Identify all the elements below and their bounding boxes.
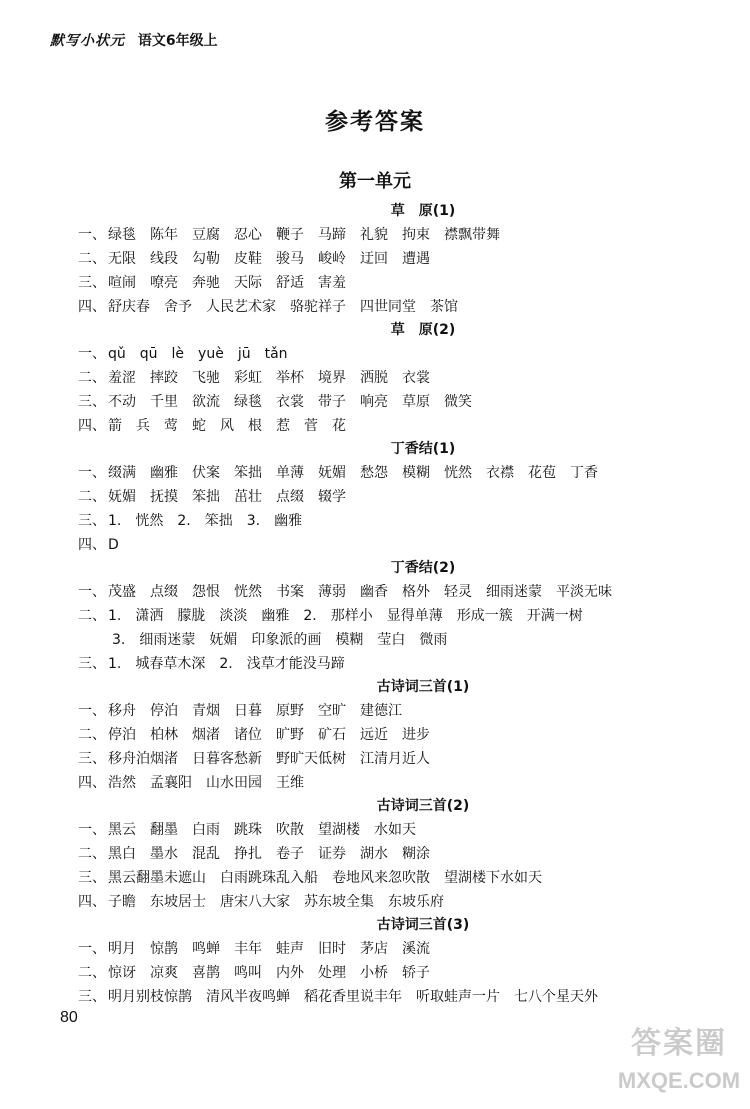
answer-line	[78, 747, 718, 771]
question-number: 二、	[78, 846, 106, 862]
answer-item: 那样小	[330, 608, 373, 624]
answer-line	[78, 818, 718, 842]
page-number: 80	[60, 1009, 78, 1026]
answer-item: 鞭子	[276, 227, 304, 243]
answer-item: 绿毯	[108, 227, 136, 243]
unit-title: 第一单元	[339, 171, 411, 192]
answer-line	[78, 533, 718, 557]
answer-line	[78, 580, 718, 604]
answer-line	[78, 295, 718, 319]
answer-line	[78, 890, 718, 914]
answer-line	[78, 771, 718, 795]
answer-item: 线段	[150, 251, 178, 267]
question-number: 一、	[78, 941, 106, 957]
answer-item: 绿毯	[234, 394, 262, 410]
answer-item: 菅	[304, 418, 318, 434]
answer-item: 幽雅	[274, 513, 303, 529]
answer-item: 蛙声	[276, 941, 304, 957]
answer-line	[78, 866, 718, 890]
answer-item: 建德江	[360, 703, 402, 719]
answer-item: 妩媚	[108, 489, 136, 505]
answer-item: 笨拙	[234, 465, 262, 481]
answer-item: 箭	[108, 418, 122, 434]
answer-item: 吹散	[276, 822, 304, 838]
answer-item: 恍然	[135, 513, 164, 529]
answer-item: 溪流	[402, 941, 430, 957]
question-number: 二、	[78, 727, 106, 743]
answer-item: 天际	[234, 275, 262, 291]
question-number: 一、	[78, 227, 106, 243]
answer-item: 翻墨	[150, 822, 178, 838]
answer-item: 莺	[164, 418, 178, 434]
answer-item: 开满一树	[526, 608, 583, 624]
question-number: 一、	[78, 465, 106, 481]
answer-item: 风	[220, 418, 234, 434]
answer-item: 不动	[108, 394, 136, 410]
answer-item: 妩媚	[209, 632, 238, 648]
answer-item: 听取蛙声一片	[416, 989, 500, 1005]
answer-item: 花	[332, 418, 346, 434]
answer-item: 幽雅	[261, 608, 290, 624]
answer-item: 衣襟	[486, 465, 514, 481]
answer-item: 停泊	[108, 727, 136, 743]
answer-item: 四世同堂	[360, 299, 416, 315]
answer-item: 举杯	[276, 370, 304, 386]
question-number: 三、	[78, 751, 106, 767]
watermark-logo: 答案圈	[631, 1026, 727, 1061]
running-header	[50, 30, 218, 50]
answer-item: 白雨跳珠乱入船	[220, 870, 318, 886]
answer-item: D	[108, 537, 119, 553]
answer-item: 嘹亮	[150, 275, 178, 291]
answer-item: 蛇	[192, 418, 206, 434]
answer-item: 境界	[318, 370, 346, 386]
answer-item: 茁壮	[234, 489, 262, 505]
answer-item: 拘束	[402, 227, 430, 243]
answer-item: 野旷天低树	[276, 751, 346, 767]
answer-item: tǎn	[264, 346, 288, 362]
question-number: 四、	[78, 894, 106, 910]
section-title: 草 原(1)	[390, 203, 456, 219]
answer-item: 怨恨	[192, 584, 220, 600]
answer-item: 幽香	[360, 584, 388, 600]
answer-item: 黑白	[108, 846, 136, 862]
answer-item: 明月	[108, 941, 136, 957]
answer-item: 轻灵	[444, 584, 472, 600]
answer-item: 人民艺术家	[206, 299, 276, 315]
answer-item: 喜鹊	[192, 965, 220, 981]
section-title: 丁香结(1)	[390, 441, 456, 457]
answer-item: 黑云翻墨未遮山	[108, 870, 206, 886]
answer-item: 2.	[177, 513, 191, 529]
answer-item: 挣扎	[234, 846, 262, 862]
answer-item: 移舟泊烟渚	[108, 751, 178, 767]
answer-line	[78, 390, 718, 414]
section-title: 古诗词三首(1)	[376, 679, 470, 695]
answer-item: 江清月近人	[360, 751, 430, 767]
answer-item: 带子	[318, 394, 346, 410]
answer-item: 形成一簇	[456, 608, 513, 624]
answer-item: 衣裳	[402, 370, 430, 386]
answer-item: 缀满	[108, 465, 136, 481]
answer-item: 平淡无味	[556, 584, 612, 600]
watermark	[612, 1016, 746, 1102]
answer-line	[78, 699, 718, 723]
answer-line	[78, 604, 718, 628]
question-number: 三、	[78, 870, 106, 886]
series-name: 默写小状元	[50, 33, 125, 49]
answer-item: 遭遇	[402, 251, 430, 267]
answer-item: 笨拙	[204, 513, 233, 529]
answer-item: 礼貌	[360, 227, 388, 243]
answer-item: 东坡乐府	[388, 894, 444, 910]
answer-line	[78, 461, 718, 485]
answer-item: 停泊	[150, 703, 178, 719]
answer-item: 苏东坡全集	[304, 894, 374, 910]
answer-item: 卷地风来忽吹散	[332, 870, 430, 886]
answer-item: 原野	[276, 703, 304, 719]
answer-line	[78, 366, 718, 390]
answer-item: 迂回	[360, 251, 388, 267]
question-number: 三、	[78, 394, 106, 410]
answer-item: qǔ	[108, 346, 126, 362]
answer-item: 笨拙	[192, 489, 220, 505]
answer-item: 飞驰	[192, 370, 220, 386]
answer-line	[78, 414, 718, 438]
question-number: 三、	[78, 275, 106, 291]
answer-line	[78, 842, 718, 866]
answer-item: 卷子	[276, 846, 304, 862]
answer-item: 空旷	[318, 703, 346, 719]
answer-item: 唐宋八大家	[220, 894, 290, 910]
book-subject: 语文6年级上	[137, 33, 218, 49]
answer-item: 薄弱	[318, 584, 346, 600]
answer-item: 1.	[108, 656, 122, 672]
answer-item: 马蹄	[318, 227, 346, 243]
answer-line	[78, 509, 718, 533]
answer-item: 豆腐	[192, 227, 220, 243]
answer-item: 丁香	[570, 465, 598, 481]
answer-item: 骆驼祥子	[290, 299, 346, 315]
question-number: 一、	[78, 584, 106, 600]
answer-item: 清风半夜鸣蝉	[206, 989, 290, 1005]
answer-item: 混乱	[192, 846, 220, 862]
answer-item: 墨水	[150, 846, 178, 862]
answer-item: 羞涩	[108, 370, 136, 386]
question-number: 四、	[78, 418, 106, 434]
answer-item: 莹白	[377, 632, 406, 648]
answer-item: 抚摸	[150, 489, 178, 505]
answer-item: 轿子	[402, 965, 430, 981]
answer-item: 模糊	[402, 465, 430, 481]
answer-item: 格外	[402, 584, 430, 600]
answer-item: 淡淡	[219, 608, 248, 624]
answer-item: 舒庆春	[108, 299, 150, 315]
answer-item: 青烟	[192, 703, 220, 719]
answer-item: 处理	[318, 965, 346, 981]
answer-item: 矿石	[318, 727, 346, 743]
answer-line	[78, 652, 718, 676]
answer-item: 旧时	[318, 941, 346, 957]
answer-item: 印象派的画	[251, 632, 322, 648]
answer-item: 1.	[108, 513, 122, 529]
answer-item: 微笑	[444, 394, 472, 410]
answer-item: 移舟	[108, 703, 136, 719]
answer-item: 骏马	[276, 251, 304, 267]
answer-item: lè	[171, 346, 185, 362]
answer-item: 子瞻	[108, 894, 136, 910]
answer-item: 诸位	[234, 727, 262, 743]
question-number: 四、	[78, 775, 106, 791]
question-number: 一、	[78, 703, 106, 719]
answer-item: 欲流	[192, 394, 220, 410]
watermark-url: MXQE.COM	[617, 1068, 741, 1093]
answer-item: 糊涂	[402, 846, 430, 862]
answer-line	[78, 271, 718, 295]
answer-item: 忍心	[234, 227, 262, 243]
answer-item: 害羞	[318, 275, 346, 291]
answer-item: 浩然	[108, 775, 136, 791]
answer-item: 千里	[150, 394, 178, 410]
answer-item: 凉爽	[150, 965, 178, 981]
answer-item: 惊鹊	[150, 941, 178, 957]
answer-item: 小桥	[360, 965, 388, 981]
answer-item: 茂盛	[108, 584, 136, 600]
answer-item: 峻岭	[318, 251, 346, 267]
answer-item: 柏林	[150, 727, 178, 743]
answer-item: 惊讶	[108, 965, 136, 981]
answer-item: 喧闹	[108, 275, 136, 291]
answer-item: 舒适	[276, 275, 304, 291]
answer-item: 洒脱	[360, 370, 388, 386]
answer-item: 摔跤	[150, 370, 178, 386]
answer-item: 跳珠	[234, 822, 262, 838]
answer-item: 证券	[318, 846, 346, 862]
answer-content	[78, 200, 718, 1009]
question-number: 一、	[78, 346, 106, 362]
answer-item: 1.	[108, 608, 122, 624]
answer-item: 兵	[136, 418, 150, 434]
answer-item: 望湖楼	[318, 822, 360, 838]
page-title: 参考答案	[325, 109, 425, 135]
answer-item: 鸣蝉	[192, 941, 220, 957]
answer-item: 城春草木深	[135, 656, 206, 672]
answer-item: 茶馆	[430, 299, 458, 315]
answer-item: 愁怨	[360, 465, 388, 481]
answer-item: 辍学	[318, 489, 346, 505]
answer-item: qū	[139, 346, 158, 362]
answer-item: 丰年	[234, 941, 262, 957]
answer-item: 响亮	[360, 394, 388, 410]
answer-item: 山水田园	[206, 775, 262, 791]
question-number: 二、	[78, 370, 106, 386]
answer-item: 花苞	[528, 465, 556, 481]
answer-item: 望湖楼下水如天	[444, 870, 542, 886]
question-number: 二、	[78, 965, 106, 981]
answer-item: 模糊	[335, 632, 364, 648]
answer-item: 进步	[402, 727, 430, 743]
answer-item: 黑云	[108, 822, 136, 838]
answer-line	[78, 985, 718, 1009]
answer-item: 恍然	[234, 584, 262, 600]
answer-line	[78, 342, 718, 366]
answer-item: 无限	[108, 251, 136, 267]
answer-item: 烟渚	[192, 727, 220, 743]
answer-item: 3.	[112, 632, 126, 648]
answer-item: 微雨	[419, 632, 448, 648]
answer-item: 日暮客愁新	[192, 751, 262, 767]
answer-line	[78, 247, 718, 271]
answer-line	[78, 961, 718, 985]
answer-item: 恍然	[444, 465, 472, 481]
answer-item: 七八个星天外	[514, 989, 598, 1005]
answer-item: 舍予	[164, 299, 192, 315]
answer-item: 根	[248, 418, 262, 434]
answer-line	[78, 223, 718, 247]
answer-item: 白雨	[192, 822, 220, 838]
answer-item: 鸣叫	[234, 965, 262, 981]
answer-item: 日暮	[234, 703, 262, 719]
answer-item: 皮鞋	[234, 251, 262, 267]
question-number: 三、	[78, 656, 106, 672]
answer-item: 彩虹	[234, 370, 262, 386]
section-title: 丁香结(2)	[390, 560, 456, 576]
answer-item: 2.	[303, 608, 317, 624]
answer-item: 勾勒	[192, 251, 220, 267]
question-number: 四、	[78, 537, 106, 553]
answer-item: 惹	[276, 418, 290, 434]
answer-item: jū	[237, 346, 251, 362]
question-number: 一、	[78, 822, 106, 838]
answer-item: yuè	[198, 346, 224, 362]
answer-item: 陈年	[150, 227, 178, 243]
answer-item: 旷野	[276, 727, 304, 743]
answer-item: 茅店	[360, 941, 388, 957]
answer-item: 东坡居士	[150, 894, 206, 910]
answer-item: 细雨迷蒙	[486, 584, 542, 600]
answer-item: 奔驰	[192, 275, 220, 291]
question-number: 二、	[78, 608, 106, 624]
answer-item: 衣裳	[276, 394, 304, 410]
answer-item: 湖水	[360, 846, 388, 862]
answer-line	[78, 485, 718, 509]
section-title: 古诗词三首(3)	[376, 917, 470, 933]
answer-item: 单薄	[276, 465, 304, 481]
answer-item: 潇洒	[135, 608, 164, 624]
answer-item: 显得单薄	[386, 608, 443, 624]
answer-item: 稻花香里说丰年	[304, 989, 402, 1005]
answer-line	[78, 628, 718, 652]
answer-item: 襟飘带舞	[444, 227, 500, 243]
question-number: 二、	[78, 251, 106, 267]
answer-item: 远近	[360, 727, 388, 743]
answer-item: 3.	[246, 513, 261, 529]
question-number: 四、	[78, 299, 106, 315]
answer-item: 水如天	[374, 822, 416, 838]
answer-item: 内外	[276, 965, 304, 981]
answer-item: 幽雅	[150, 465, 178, 481]
answer-item: 朦胧	[177, 608, 206, 624]
answer-item: 细雨迷蒙	[139, 632, 196, 648]
question-number: 二、	[78, 489, 106, 505]
answer-item: 王维	[276, 775, 304, 791]
answer-item: 孟襄阳	[150, 775, 192, 791]
answer-item: 浅草才能没马蹄	[246, 656, 345, 672]
question-number: 三、	[78, 989, 106, 1005]
answer-item: 伏案	[192, 465, 220, 481]
answer-item: 点缀	[150, 584, 178, 600]
answer-item: 2.	[219, 656, 233, 672]
answer-item: 草原	[402, 394, 430, 410]
section-title: 草 原(2)	[390, 322, 456, 338]
question-number: 三、	[78, 513, 106, 529]
answer-item: 书案	[276, 584, 304, 600]
answer-line	[78, 723, 718, 747]
answer-item: 妩媚	[318, 465, 346, 481]
answer-line	[78, 937, 718, 961]
section-title: 古诗词三首(2)	[376, 798, 470, 814]
answer-item: 明月别枝惊鹊	[108, 989, 192, 1005]
answer-item: 点缀	[276, 489, 304, 505]
